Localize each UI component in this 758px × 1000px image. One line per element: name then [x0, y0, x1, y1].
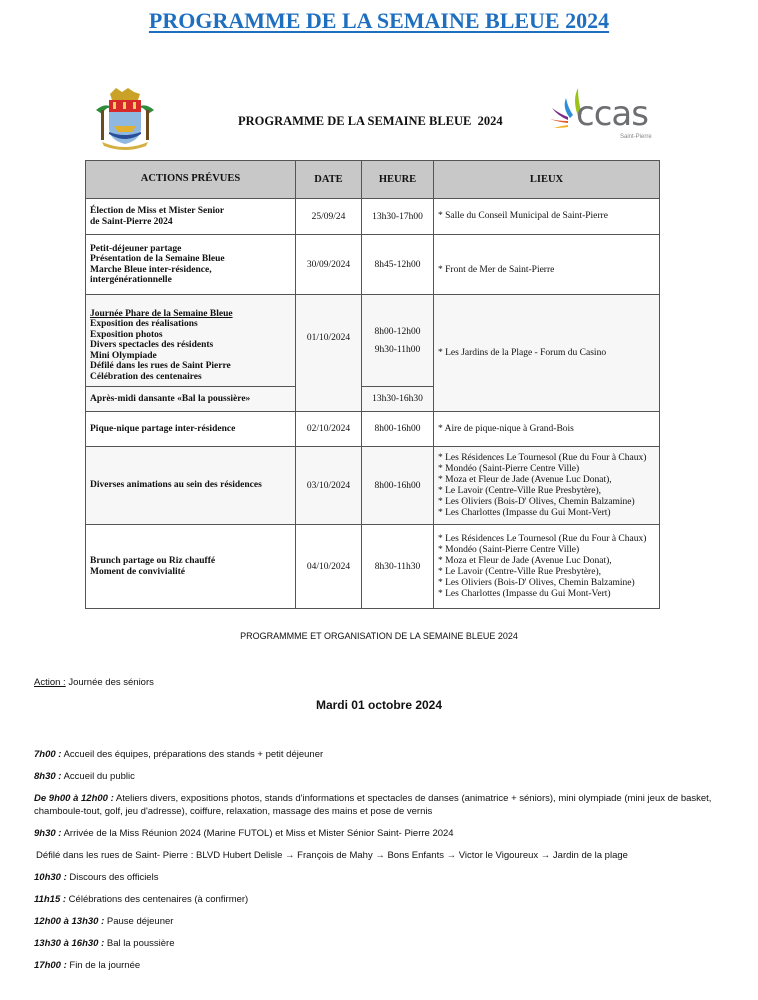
heure-line: 8h00-12h00 — [374, 326, 421, 337]
action-line: Brunch partage ou Riz chauffé — [90, 556, 216, 566]
lieu-line: * Moza et Fleur de Jade (Avenue Luc Donat), — [438, 474, 612, 485]
header-actions: ACTIONS PRÉVUES — [86, 161, 296, 199]
schedule-text: Bal la poussière — [104, 938, 175, 949]
row-lieux — [434, 235, 660, 295]
header-date: DATE — [296, 161, 362, 199]
schedule-item — [34, 748, 734, 761]
schedule-item — [34, 770, 734, 783]
table-row — [86, 412, 660, 447]
row-date: 30/09/2024 — [296, 235, 362, 295]
row-actions — [86, 447, 296, 525]
row-lieux — [434, 447, 660, 525]
schedule-text: Pause déjeuner — [104, 916, 174, 927]
row-lieux — [434, 412, 660, 447]
lieu-line: * Les Oliviers (Bois-D' Olives, Chemin Balzamine) — [438, 577, 635, 588]
schedule-list — [34, 748, 734, 981]
schedule-item — [34, 827, 734, 840]
schedule-item — [34, 871, 734, 884]
action-line: Journée Phare de la Semaine Bleue — [90, 308, 233, 319]
row-date: 03/10/2024 — [296, 447, 362, 525]
lieu-line: * Les Charlottes (Impasse du Gui Mont-Vert) — [438, 507, 611, 518]
date-text: 01/10/2024 — [306, 333, 351, 343]
action-line: Élection de Miss et Mister Senior — [90, 206, 225, 216]
lieu-line: * Les Jardins de la Plage - Forum du Casino — [438, 347, 607, 358]
row-lieux — [434, 199, 660, 235]
schedule-time: 7h00 : — [34, 749, 62, 760]
schedule-text: Célébrations des centenaires (à confirmer) — [66, 894, 249, 905]
action-line: Exposition photos — [90, 329, 163, 340]
row-date: 04/10/2024 — [296, 525, 362, 609]
lieu-line: * Aire de pique-nique à Grand-Bois — [438, 423, 574, 434]
ccas-logo — [548, 86, 660, 148]
row-lieux — [434, 525, 660, 609]
lieu-line: * Mondéo (Saint-Pierre Centre Ville) — [438, 463, 580, 474]
header-heure: HEURE — [362, 161, 434, 199]
table-row — [86, 295, 660, 387]
lieu-line: * Les Charlottes (Impasse du Gui Mont-Vert) — [438, 588, 611, 599]
ccas-logo-subtext: Saint-Pierre — [620, 134, 652, 140]
action-line: de Saint-Pierre 2024 — [90, 216, 173, 227]
header-title: PROGRAMME DE LA SEMAINE BLEUE 2024 — [238, 114, 503, 128]
schedule-text: Arrivée de la Miss Réunion 2024 (Marine FUTOL) et Miss et Mister Sénior Saint- Pierre 2024 — [61, 828, 454, 839]
row-sub-action: Après-midi dansante «Bal la poussière» — [86, 387, 296, 412]
row-actions — [86, 525, 296, 609]
row-heure: 8h00-16h00 — [362, 447, 434, 525]
action-value: Journée des séniors — [65, 677, 154, 688]
action-line: Diverses animations au sein des résidences — [90, 480, 262, 491]
action-label: Action : — [34, 677, 66, 688]
schedule-item — [34, 959, 734, 972]
city-coat-of-arms-logo — [92, 86, 158, 154]
row-date: 02/10/2024 — [296, 412, 362, 447]
row-heure: 8h45-12h00 — [362, 235, 434, 295]
table-row — [86, 235, 660, 295]
action-line: Marche Bleue inter-résidence, — [90, 264, 212, 275]
action-line: Mini Olympiade — [90, 350, 157, 361]
lieu-line: * Les Résidences Le Tournesol (Rue du Four à Chaux) — [438, 533, 647, 544]
schedule-time: 8h30 : — [34, 771, 62, 782]
schedule-time: 13h30 à 16h30 : — [34, 938, 105, 949]
lieu-line: * Salle du Conseil Municipal de Saint-Pierre — [438, 211, 608, 221]
heure-line: 9h30-11h00 — [374, 344, 421, 355]
schedule-item — [34, 937, 734, 950]
header-lieux: LIEUX — [434, 161, 660, 199]
row-actions — [86, 295, 296, 387]
main-title — [0, 8, 758, 34]
action-line: Moment de convivialité — [90, 566, 185, 577]
action-line: Présentation de la Semaine Bleue — [90, 254, 225, 264]
lieu-line: * Les Résidences Le Tournesol (Rue du Four à Chaux) — [438, 452, 647, 463]
lieu-line: * Les Oliviers (Bois-D' Olives, Chemin Balzamine) — [438, 496, 635, 507]
action-line: Divers spectacles des résidents — [90, 340, 214, 351]
section-title: PROGRAMMME ET ORGANISATION DE LA SEMAINE BLEUE 2024 — [240, 631, 518, 641]
schedule-time: 12h00 à 13h30 : — [34, 916, 105, 927]
table-row — [86, 199, 660, 235]
row-date — [296, 295, 362, 412]
schedule-time: De 9h00 à 12h00 : — [34, 793, 114, 804]
lieu-line: * Mondéo (Saint-Pierre Centre Ville) — [438, 544, 580, 555]
schedule-text: Fin de la journée — [66, 960, 141, 971]
schedule-item — [34, 849, 734, 862]
schedule-text: Accueil des équipes, préparations des stands + petit déjeuner — [61, 749, 324, 760]
row-heure: 13h30-17h00 — [362, 199, 434, 235]
lieu-line: * Front de Mer de Saint-Pierre — [438, 265, 555, 275]
table-row — [86, 525, 660, 609]
action-line: Pique-nique partage inter-résidence — [90, 423, 236, 434]
schedule-time: 11h15 : — [34, 894, 67, 905]
schedule-item — [34, 792, 734, 818]
main-title-text: PROGRAMME DE LA SEMAINE BLEUE 2024 — [148, 8, 610, 33]
action-line: intergénérationnelle — [90, 275, 172, 285]
schedule-time: 9h30 : — [34, 828, 62, 839]
row-actions — [86, 199, 296, 235]
schedule-text: Accueil du public — [61, 771, 135, 782]
action-line: Célébration des centenaires — [90, 371, 202, 382]
row-lieux — [434, 295, 660, 412]
table-header-row — [86, 161, 660, 199]
action-line: Défilé dans les rues de Saint Pierre — [90, 361, 231, 372]
row-actions — [86, 412, 296, 447]
day-title: Mardi 01 octobre 2024 — [315, 698, 443, 712]
schedule-text: Ateliers divers, expositions photos, stands d'informations et spectacles de danses (animatrice + séniors), mini olympiade (mini jeux de basket, chamboule-tout, golf, jeu d'adresse), coiffure, relaxation, massage des mains et pose de vernis — [34, 793, 712, 817]
row-sub-heure: 13h30-16h30 — [362, 387, 434, 412]
schedule-text: Discours des officiels — [66, 872, 159, 883]
action-line — [34, 677, 154, 688]
row-heure: 8h00-16h00 — [362, 412, 434, 447]
table-row — [86, 447, 660, 525]
lieu-line: * Le Lavoir (Centre-Ville Rue Presbytère), — [438, 566, 601, 577]
schedule-item — [34, 915, 734, 928]
row-date: 25/09/24 — [296, 199, 362, 235]
row-heure: 8h30-11h30 — [362, 525, 434, 609]
lieu-line: * Moza et Fleur de Jade (Avenue Luc Donat), — [438, 555, 612, 566]
schedule-item — [34, 893, 734, 906]
row-heure — [362, 295, 434, 387]
ccas-logo-text: ccas — [576, 94, 648, 134]
action-line: Petit-déjeuner partage — [90, 243, 182, 254]
schedule-time: 17h00 : — [34, 960, 67, 971]
schedule-text: Défilé dans les rues de Saint- Pierre : BLVD Hubert Delisle → François de Mahy → Bons Enfants → Victor le Vigoureux → Jardin de la plage — [36, 850, 628, 861]
row-actions — [86, 235, 296, 295]
lieu-line: * Le Lavoir (Centre-Ville Rue Presbytère), — [438, 485, 601, 496]
schedule-time: 10h30 : — [34, 872, 67, 883]
action-line: Exposition des réalisations — [90, 319, 198, 330]
program-table — [85, 160, 660, 609]
